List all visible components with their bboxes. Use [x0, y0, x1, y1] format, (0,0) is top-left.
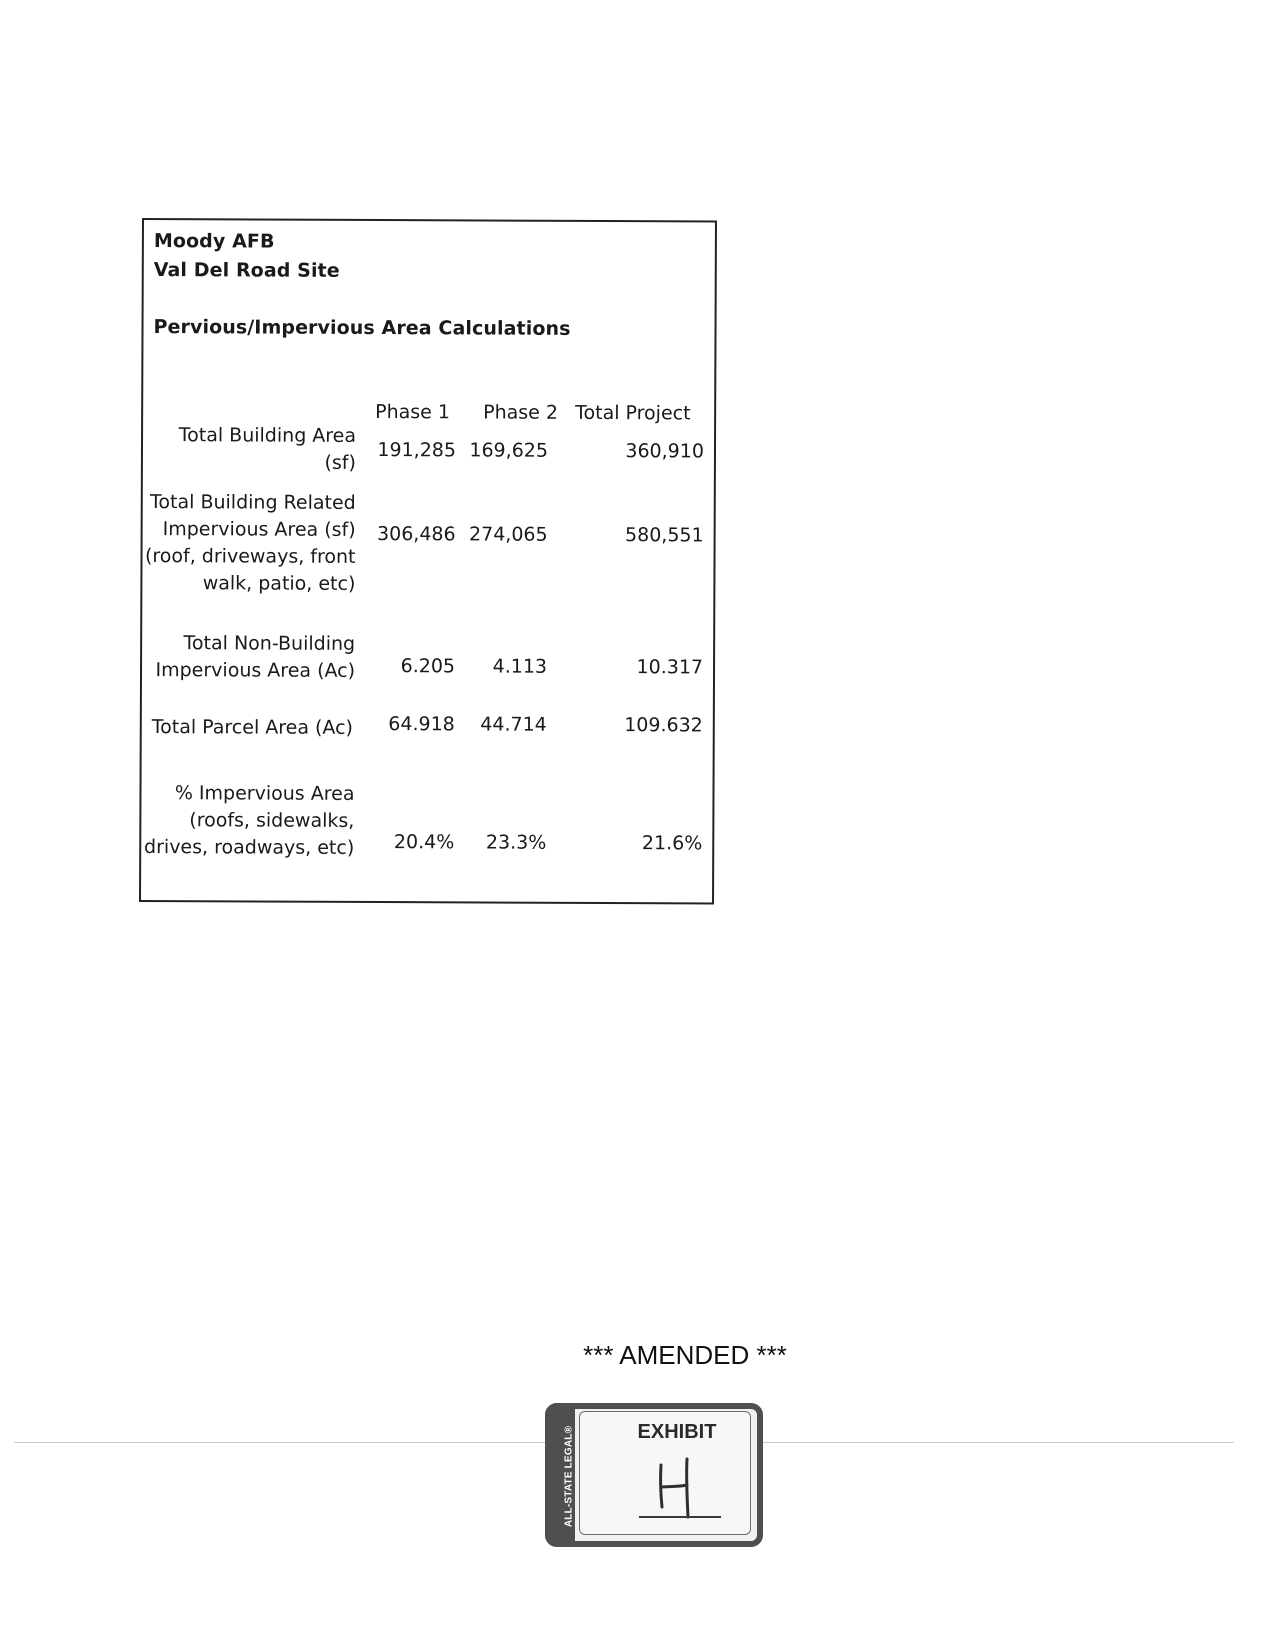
cell-building-area-total: 360,910	[625, 440, 705, 463]
cell-non-building-phase-2: 4.113	[492, 655, 548, 678]
cell-building-impervious-total: 580,551	[624, 524, 704, 547]
cell-non-building-total: 10.317	[636, 656, 704, 679]
cell-percent-impervious-phase-1: 20.4%	[393, 831, 455, 854]
cell-building-area-phase-2: 169,625	[469, 439, 549, 462]
stamp-brand-text: ALL-STATE LEGAL®	[563, 1425, 575, 1528]
cell-percent-impervious-total: 21.6%	[641, 832, 703, 855]
cell-parcel-area-phase-2: 44.714	[480, 713, 547, 736]
heading-site-name: Val Del Road Site	[153, 259, 340, 282]
row-label-parcel-area: Total Parcel Area (Ac)	[151, 716, 354, 739]
row-label-building-impervious: Total Building Related Impervious Area (sf) (roof, driveways, front walk, patio, etc)	[144, 491, 356, 595]
cell-percent-impervious-phase-2: 23.3%	[485, 831, 547, 854]
amended-notice: *** AMENDED ***	[583, 1340, 787, 1370]
cell-building-area-phase-1: 191,285	[377, 439, 457, 462]
calculations-box	[139, 218, 717, 905]
cell-non-building-phase-1: 6.205	[400, 655, 456, 678]
stamp-title: EXHIBIT	[637, 1421, 717, 1443]
cell-building-impervious-phase-1: 306,486	[376, 523, 456, 546]
row-label-building-area: Total Building Area (sf)	[178, 424, 357, 474]
row-label-non-building-impervious: Total Non-Building Impervious Area (Ac)	[155, 632, 356, 682]
handwritten-exhibit-letter	[631, 1447, 721, 1527]
exhibit-stamp	[545, 1403, 763, 1547]
cell-parcel-area-phase-1: 64.918	[388, 713, 455, 736]
heading-base-name: Moody AFB	[153, 230, 275, 253]
column-header-total-project: Total Project	[575, 401, 691, 425]
cell-building-impervious-phase-2: 274,065	[468, 523, 548, 546]
column-header-phase-2: Phase 2	[483, 401, 559, 424]
row-label-percent-impervious: % Impervious Area (roofs, sidewalks, drives, roadways, etc)	[144, 782, 355, 859]
column-header-phase-1: Phase 1	[375, 401, 451, 424]
heading-calculation-title: Pervious/Impervious Area Calculations	[153, 316, 571, 340]
cell-parcel-area-total: 109.632	[624, 714, 703, 737]
